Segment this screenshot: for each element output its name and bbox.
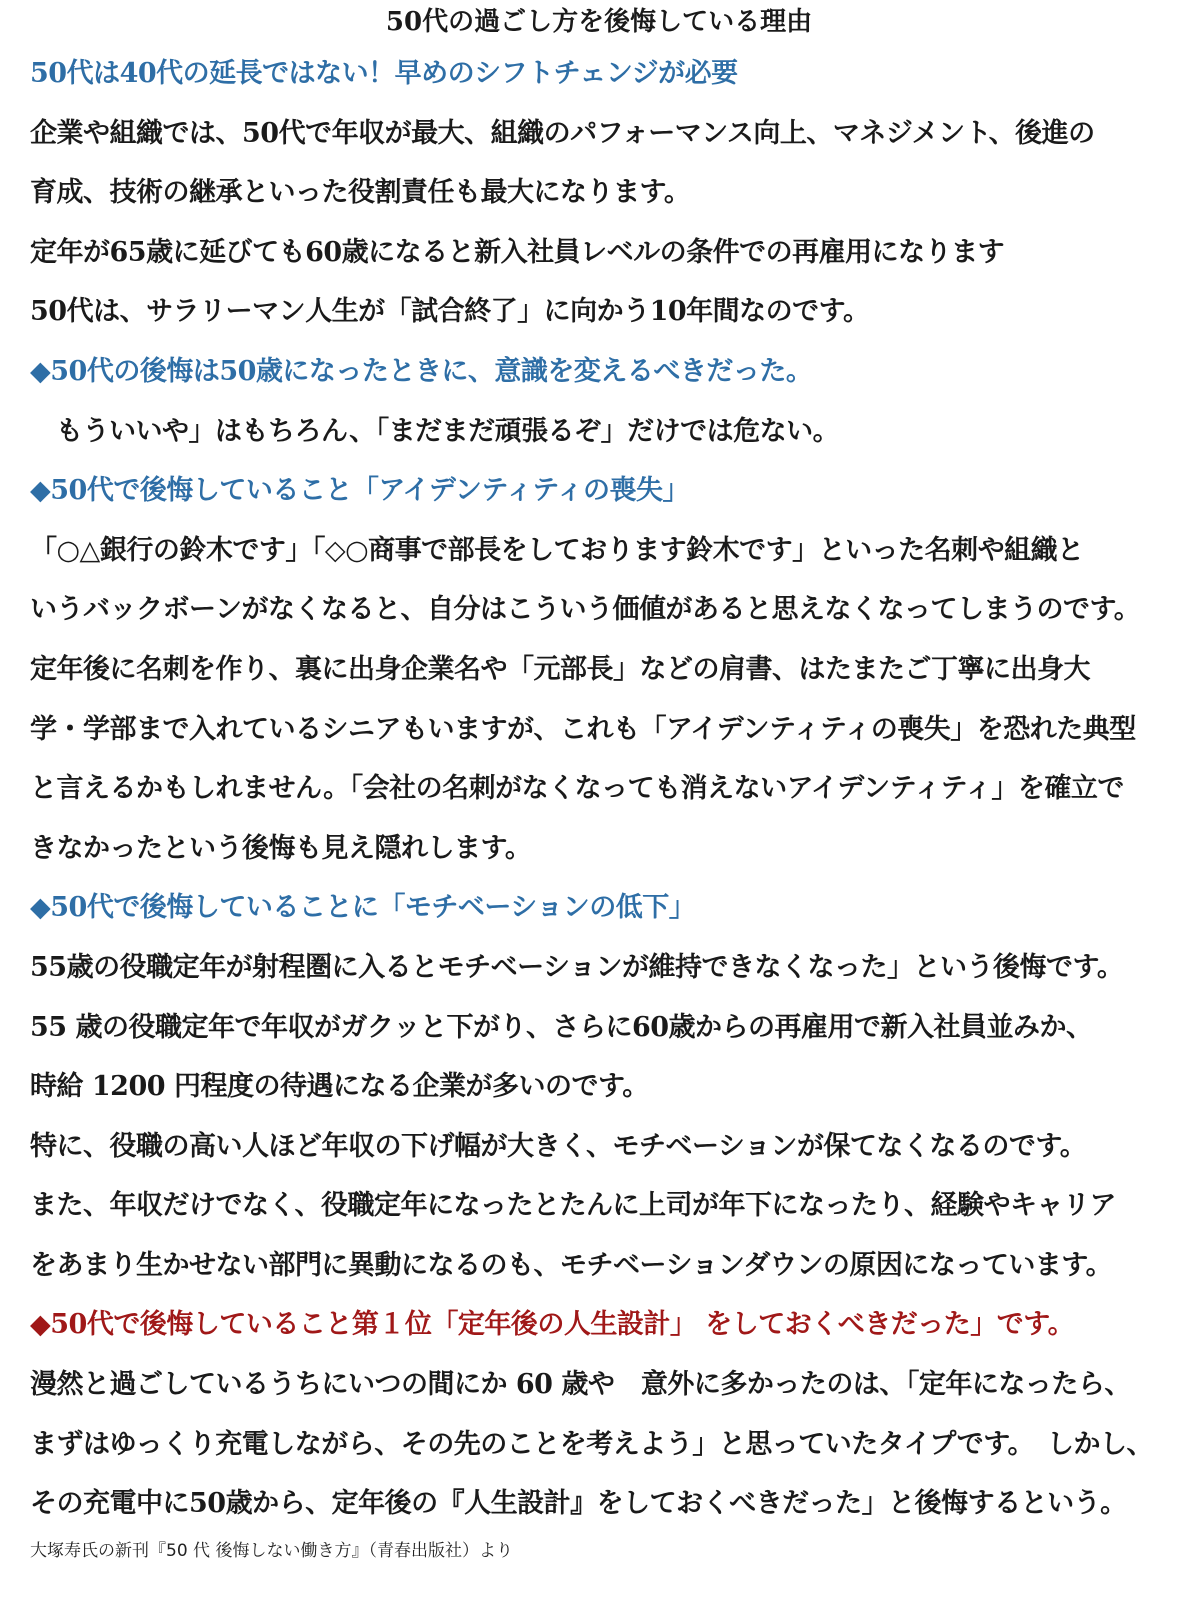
body-line: 育成、技術の継承といった役割責任も最大になります。 xyxy=(30,177,691,209)
section-heading: ◆50代の後悔は50歳になったときに、意識を変えるべきだった。 xyxy=(30,355,813,387)
body-line: 漫然と過ごしているうちにいつの間にか 60 歳や 意外に多かったのは、「定年になったら、 xyxy=(30,1369,1131,1401)
body-line: その充電中に50歳から、定年後の『人生設計』をしておくべきだった」と後悔するという。 xyxy=(30,1488,1127,1520)
body-line: 時給 1200 円程度の待遇になる企業が多いのです。 xyxy=(30,1071,649,1103)
body-line: きなかったという後悔も見え隠れします。 xyxy=(30,832,532,864)
body-line: 「○△銀行の鈴木です」「◇○商事で部長をしております鈴木です」といった名刺や組織と xyxy=(30,534,1084,566)
section-heading-highlight: ◆50代で後悔していること第１位「定年後の人生設計」 をしておくべきだった」です。 xyxy=(30,1309,1075,1341)
body-line: 特に、役職の高い人ほど年収の下げ幅が大きく、モチベーションが保てなくなるのです。 xyxy=(30,1130,1087,1162)
source-citation: 大塚寿氏の新刊『50 代 後悔しない働き方』（青春出版社）より xyxy=(30,1540,513,1561)
body-line: 定年後に名刺を作り、裏に出身企業名や「元部長」などの肩書、はたまたご丁寧に出身大 xyxy=(30,653,1090,685)
body-line: と言えるかもしれません。「会社の名刺がなくなっても消えないアイデンティティ」を確立で xyxy=(30,773,1124,805)
section-heading: ◆50代で後悔していることに「モチベーションの低下」 xyxy=(30,892,696,924)
document-title: 50代の過ごし方を後悔している理由 xyxy=(385,7,813,37)
section-heading: ◆50代で後悔していること「アイデンティティの喪失」 xyxy=(30,475,690,507)
body-line: また、年収だけでなく、役職定年になったとたんに上司が年下になったり、経験やキャリア xyxy=(30,1190,1116,1222)
body-line: 55 歳の役職定年で年収がガクッと下がり、さらに60歳からの再雇用で新入社員並みか、 xyxy=(30,1011,1093,1043)
body-line: まずはゆっくり充電しながら、その先のことを考えよう」と思っていたタイプです。 しかし、 xyxy=(30,1428,1154,1460)
body-line: 55歳の役職定年が射程圏に入るとモチベーションが維持できなくなった」という後悔です。 xyxy=(30,951,1124,983)
body-line: 学・学部まで入れているシニアもいますが、これも「アイデンティティの喪失」を恐れた典型 xyxy=(30,713,1136,745)
body-line: 企業や組織では、50代で年収が最大、組織のパフォーマンス向上、マネジメント、後進の xyxy=(30,117,1095,149)
body-line: 50代は、サラリーマン人生が「試合終了」に向かう10年間なのです。 xyxy=(30,296,870,328)
body-line: をあまり生かせない部門に異動になるのも、モチベーションダウンの原因になっています。 xyxy=(30,1249,1113,1281)
body-line: もういいや」はもちろん、「まだまだ頑張るぞ」だけでは危ない。 xyxy=(56,415,840,447)
body-line: 定年が65歳に延びても60歳になると新入社員レベルの条件での再雇用になります xyxy=(30,236,1005,268)
body-line: いうバックボーンがなくなると、自分はこういう価値があると思えなくなってしまうのです。 xyxy=(30,594,1141,626)
section-heading: 50代は40代の延長ではない！早めのシフトチェンジが必要 xyxy=(30,58,738,89)
